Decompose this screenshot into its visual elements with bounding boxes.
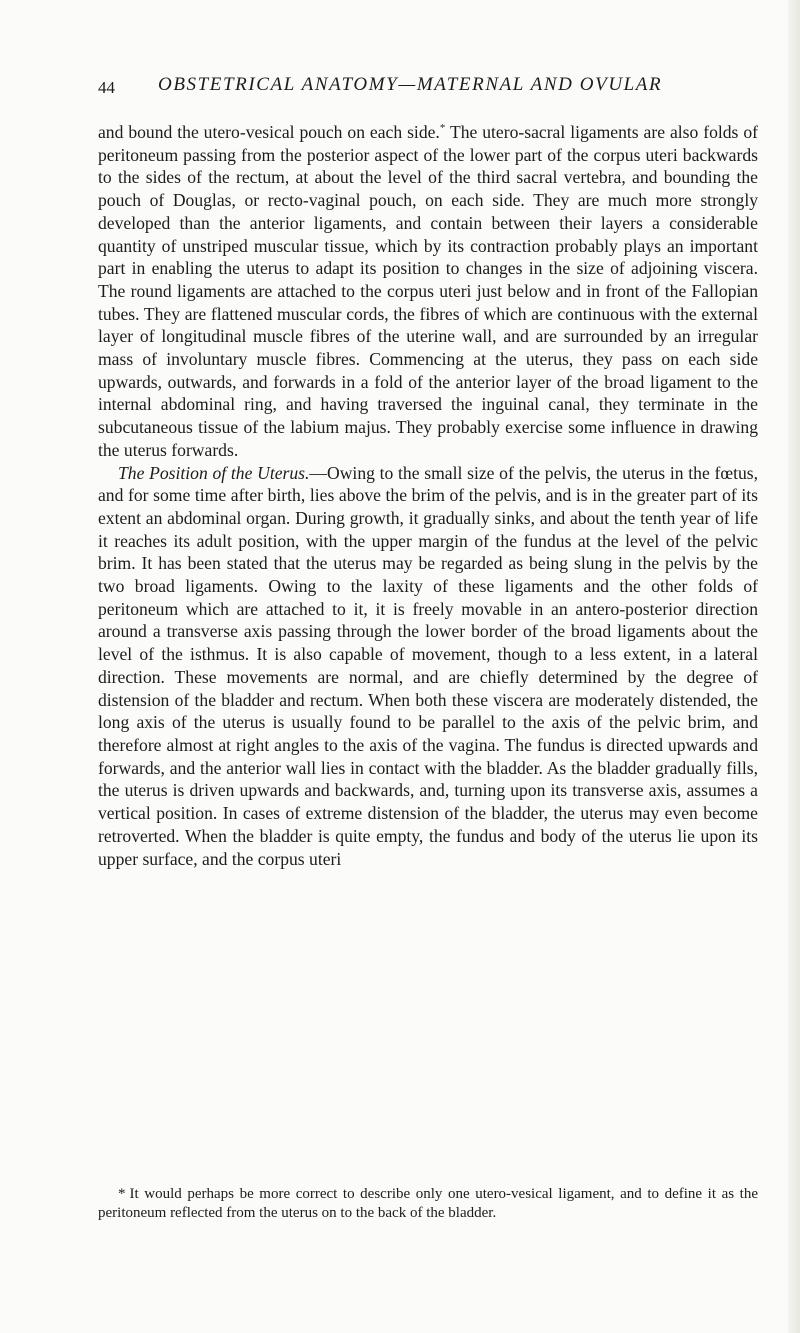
footnote xyxy=(98,1185,758,1223)
paragraph-position-text: —Owing to the small size of the pelvis, the uterus in the fœtus, and for some time after birth, lies above the brim of the pelvis, and is in the greater part of its extent an abdominal organ. During growth, it gradually sinks, and about the tenth year of life it reaches its adult position, with the upper margin of the fundus at the level of the pelvic brim. It has been stated that the uterus may be regarded as being slung in the pelvis by the two broad ligaments. Owing to the laxity of these ligaments and the other folds of peritoneum which are attached to it, it is freely movable in an antero-posterior direction around a transverse axis passing through the lower border of the broad ligaments about the level of the isthmus. It is also capable of movement, though to a less extent, in a lateral direction. These movements are normal, and are chiefly determined by the degree of distension of the bladder and rectum. When both these viscera are moderately distended, the long axis of the uterus is usually found to be parallel to the axis of the pelvic brim, and therefore almost at right angles to the axis of the vagina. The fundus is directed upwards and forwards, and the anterior wall lies in contact with the bladder. As the bladder gradually fills, the uterus is driven upwards and backwards, and, turning upon its transverse axis, assumes a vertical position. In cases of extreme distension of the bladder, the uterus may even become retroverted. When the bladder is quite empty, the fundus and body of the uterus lie upon its upper surface, and the corpus uteri xyxy=(98,462,759,869)
page-edge xyxy=(788,0,800,1333)
paragraph-ligaments xyxy=(98,121,758,462)
running-head: OBSTETRICAL ANATOMY—MATERNAL AND OVULAR xyxy=(158,74,663,95)
footnote-reference: * xyxy=(439,122,446,135)
page-header xyxy=(98,74,758,100)
footnote-marker: * xyxy=(118,1186,126,1202)
paragraph-position xyxy=(98,462,758,871)
body-text xyxy=(98,121,758,870)
footnote-text: It would perhaps be more correct to describe only one utero-vesical ligament, and to define it as the peritoneum reflected from the uterus on to the back of the bladder. xyxy=(98,1186,758,1221)
section-heading-position: The Position of the Uterus. xyxy=(118,462,310,483)
paragraph-ligaments-start: and bound the utero-vesical pouch on each side. xyxy=(98,122,440,142)
paragraph-ligaments-continued: The utero-sacral ligaments are also folds of peritoneum passing from the posterior aspect of the lower part of the corpus uteri backwards to the sides of the rectum, at about the level of the third sacral vertebra, and bounding the pouch of Douglas, or recto-vaginal pouch, on each side. They are much more strongly developed than the anterior ligaments, and contain between their layers a considerable quantity of unstriped muscular tissue, which by its contraction probably plays an important part in enabling the uterus to adapt its position to changes in the size of adjoining viscera. The round ligaments are attached to the corpus uteri just below and in front of the Fallopian tubes. They are flattened muscular cords, the fibres of which are continuous with the external layer of longitudinal muscle fibres of the uterine wall, and are surrounded by an irregular mass of involuntary muscle fibres. Commencing at the uterus, they pass on each side upwards, outwards, and forwards in a fold of the anterior layer of the broad ligament to the internal abdominal ring, and having traversed the inguinal canal, they terminate in the subcutaneous tissue of the labium majus. They probably exercise some influence in drawing the uterus forwards. xyxy=(98,122,758,460)
page-number: 44 xyxy=(98,78,115,97)
